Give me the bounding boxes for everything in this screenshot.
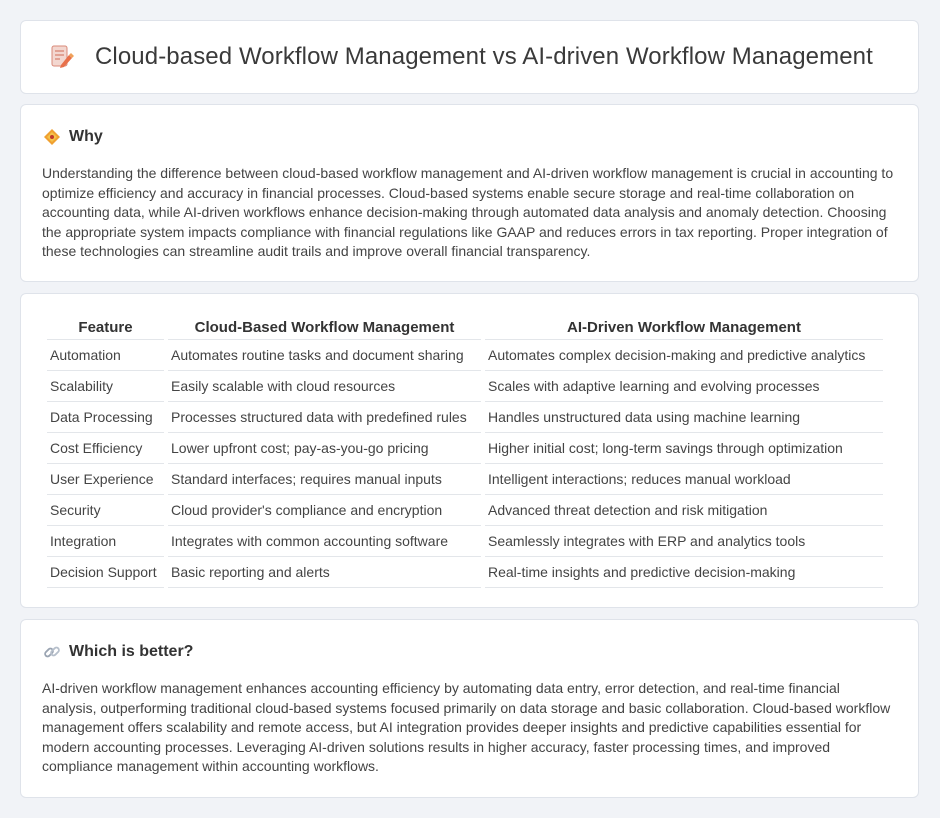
comparison-card [20, 293, 919, 608]
better-title: Which is better? [69, 643, 194, 660]
cloud-cell: Lower upfront cost; pay-as-you-go pricing [168, 433, 481, 464]
feature-cell: Security [47, 495, 164, 526]
header-card [20, 20, 919, 94]
better-text: AI-driven workflow management enhances accounting efficiency by automating data entry, error detection, and real-time financial analysis, outperforming traditional cloud-based systems focused primarily on data storage and basic collaboration. Cloud-based workflow management offers scalability and remote access, but AI integration provides deeper insights and predictive capabilities essential for modern accounting processes. Leveraging AI-driven solutions results in higher accuracy, faster processing times, and improved compliance management within accounting workflows. [42, 680, 891, 775]
table-row [47, 433, 883, 464]
feature-cell: User Experience [47, 464, 164, 495]
why-heading [43, 128, 103, 146]
feature-cell: Data Processing [47, 402, 164, 433]
ai-cell: Intelligent interactions; reduces manual workload [485, 464, 883, 495]
table-row [47, 371, 883, 402]
which-better-card [20, 619, 919, 798]
cloud-cell: Cloud provider's compliance and encryption [168, 495, 481, 526]
cloud-cell: Standard interfaces; requires manual inputs [168, 464, 481, 495]
cloud-cell: Processes structured data with predefined rules [168, 402, 481, 433]
header-cloud: Cloud-Based Workflow Management [168, 315, 481, 340]
table-row [47, 557, 883, 588]
ai-cell: Automates complex decision-making and predictive analytics [485, 340, 883, 371]
ai-cell: Real-time insights and predictive decision-making [485, 557, 883, 588]
cloud-cell: Automates routine tasks and document sharing [168, 340, 481, 371]
ai-cell: Handles unstructured data using machine learning [485, 402, 883, 433]
header-feature: Feature [47, 315, 164, 340]
link-icon [43, 643, 61, 661]
comparison-table [43, 315, 887, 588]
table-row [47, 495, 883, 526]
table-row [47, 340, 883, 371]
ai-cell: Seamlessly integrates with ERP and analytics tools [485, 526, 883, 557]
feature-cell: Cost Efficiency [47, 433, 164, 464]
better-heading [43, 643, 193, 661]
document-pencil-icon [47, 43, 75, 71]
table-row [47, 526, 883, 557]
cloud-cell: Basic reporting and alerts [168, 557, 481, 588]
why-title: Why [69, 128, 103, 145]
cloud-cell: Easily scalable with cloud resources [168, 371, 481, 402]
feature-cell: Decision Support [47, 557, 164, 588]
feature-cell: Integration [47, 526, 164, 557]
why-card [20, 104, 919, 282]
feature-cell: Automation [47, 340, 164, 371]
cloud-cell: Integrates with common accounting software [168, 526, 481, 557]
ai-cell: Higher initial cost; long-term savings through optimization [485, 433, 883, 464]
table-row [47, 464, 883, 495]
title-row [47, 43, 873, 71]
why-text: Understanding the difference between cloud-based workflow management and AI-driven workflow management is crucial in accounting to optimize efficiency and accuracy in financial processes. Cloud-based systems enable secure storage and real-time collaboration on accounting data, while AI-driven workflows enhance decision-making through automated data analysis and anomaly detection. Choosing the appropriate system impacts compliance with financial regulations like GAAP and reduces errors in tax reporting. Proper integration of these technologies can streamline audit trails and improve overall financial transparency. [42, 165, 894, 260]
diamond-sparkle-icon [43, 128, 61, 146]
table-header-row [47, 315, 883, 340]
ai-cell: Advanced threat detection and risk mitigation [485, 495, 883, 526]
ai-cell: Scales with adaptive learning and evolving processes [485, 371, 883, 402]
feature-cell: Scalability [47, 371, 164, 402]
page-title: Cloud-based Workflow Management vs AI-driven Workflow Management [95, 43, 873, 70]
table-row [47, 402, 883, 433]
header-ai: AI-Driven Workflow Management [485, 315, 883, 340]
